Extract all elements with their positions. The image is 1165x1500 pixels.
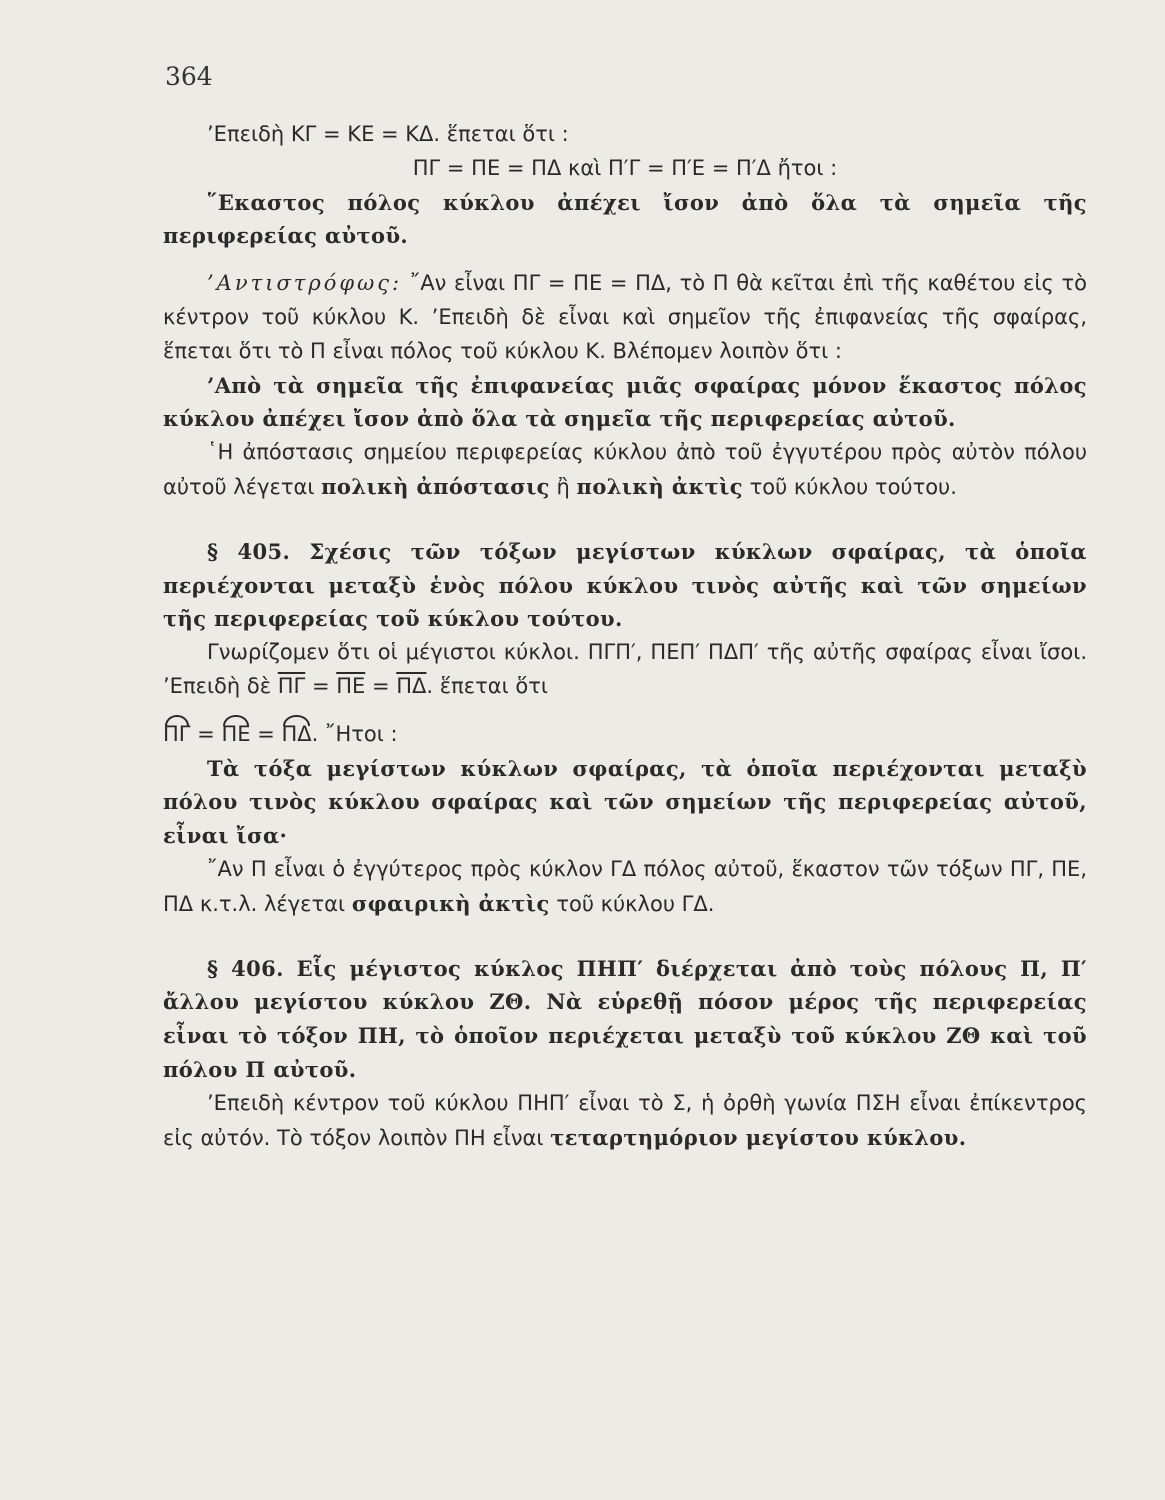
paragraph-text: . ἕπεται ὅτι: [426, 673, 548, 698]
paragraph-text: τοῦ κύκλου ΓΔ.: [549, 891, 715, 916]
arc-segment: ΠΔ: [281, 718, 311, 752]
paragraph: [163, 1087, 1087, 1156]
arc-segment: ΠΓ: [163, 718, 191, 752]
arc-equation-line: [163, 718, 1087, 752]
theorem-statement: ῞Εκαστος πόλος κύκλου ἀπέχει ἴσον ἀπὸ ὅλα τὰ σημεῖα τῆς περιφερείας αὐτοῦ.: [163, 189, 1087, 249]
paragraph: [163, 636, 1087, 704]
paragraph: ’Επειδὴ ΚΓ = ΚΕ = ΚΔ. ἕπεται ὅτι :: [207, 122, 569, 146]
theorem-statement: Τὰ τόξα μεγίστων κύκλων σφαίρας, τὰ ὁποῖα περιέχονται μεταξὺ πόλου τινὸς κύκλου σφαίρας καὶ τῶν σημείων τῆς περιφερείας αὐτοῦ, εἶναι ἴσα·: [163, 755, 1087, 849]
overlined-segment: $\overline{\Pi\Delta}$: [396, 673, 427, 698]
paragraph: [163, 853, 1087, 922]
paragraph-text: ’Επειδὴ κέντρον τοῦ κύκλου ΠΗΠ′ εἶναι τὸ Σ, ἡ ὀρθὴ γωνία ΠΣΗ εἶναι ἐπίκεντρος εἰς αὐτόν. Τὸ τόξον λοιπὸν ΠΗ εἶναι: [163, 1090, 1087, 1150]
paragraph-text: ῎Αν Π εἶναι ὁ ἐγγύτερος πρὸς κύκλον ΓΔ πόλος αὐτοῦ, ἕκαστον τῶν τόξων ΠΓ, ΠΕ, ΠΔ κ.τ.λ. λέγεται: [163, 856, 1087, 916]
equals-sign: =: [250, 721, 282, 746]
paragraph-text: . ῎Ητοι :: [311, 721, 398, 746]
bold-term: πολικὴ ἀπόστασις: [321, 473, 550, 499]
page-number: 364: [165, 62, 213, 91]
equals-sign: =: [190, 721, 222, 746]
paragraph-text: ῾Η ἀπόστασις σημείου περιφερείας κύκλου ἀπὸ τοῦ ἐγγυτέρου πρὸς αὐτὸν πόλου αὐτοῦ λέγεται: [163, 440, 1087, 499]
paragraph: [163, 267, 1087, 368]
bold-term: πολικὴ ἀκτὶς: [576, 473, 743, 499]
arc-segment: ΠΕ: [221, 718, 250, 752]
section-heading-405: § 405. Σχέσις τῶν τόξων μεγίστων κύκλων σφαίρας, τὰ ὁποῖα περιέχονται μεταξὺ ἑνὸς πόλου κύκλου τινὸς αὐτῆς καὶ τῶν σημείων τῆς περιφερείας τοῦ κύκλου τούτου.: [163, 538, 1087, 632]
equals-sign: =: [305, 673, 337, 698]
paragraph-text: ῎Αν εἶναι ΠΓ = ΠΕ = ΠΔ, τὸ Π θὰ κεῖται ἐπὶ τῆς καθέτου εἰς τὸ κέντρον τοῦ κύκλου Κ. ’Επειδὴ δὲ εἶναι καὶ σημεῖον τῆς ἐπιφανείας τῆς σφαίρας, ἕπεται ὅτι τὸ Π εἶναι πόλος τοῦ κύκλου Κ. Βλέπομεν λοιπὸν ὅτι :: [163, 271, 1087, 363]
equals-sign: =: [365, 673, 397, 698]
section-heading-406: § 406. Εἷς μέγιστος κύκλος ΠΗΠ′ διέρχεται ἀπὸ τοὺς πόλους Π, Π′ ἄλλου μεγίστου κύκλου ΖΘ. Νὰ εὑρεθῇ πόσον μέρος τῆς περιφερείας εἶναι τὸ τόξον ΠΗ, τὸ ὁποῖον περιέχεται μεταξὺ τοῦ κύκλου ΖΘ καὶ τοῦ πόλου Π αὐτοῦ.: [163, 955, 1087, 1082]
paragraph-text: Γνωρίζομεν ὅτι οἱ μέγιστοι κύκλοι. ΠΓΠ′, ΠΕΠ′ ΠΔΠ′ τῆς αὐτῆς σφαίρας εἶναι ἴσοι. ’Επειδὴ δὲ: [163, 640, 1087, 698]
overlined-segment: $\overline{\Pi E}$: [336, 673, 366, 698]
italic-lead: ’Αντιστρόφως:: [207, 271, 403, 296]
bold-term: σφαιρικὴ ἀκτὶς: [351, 890, 550, 916]
page-body: [163, 118, 1087, 1155]
equation-line: ΠΓ = ΠΕ = ΠΔ καὶ Π′Γ = Π′Ε = Π′Δ ἤτοι :: [412, 155, 838, 180]
theorem-statement: ’Απὸ τὰ σημεῖα τῆς ἐπιφανείας μιᾶς σφαίρας μόνον ἕκαστος πόλος κύκλου ἀπέχει ἴσον ἀπὸ ὅλα τὰ σημεῖα τῆς περιφερείας αὐτοῦ.: [163, 372, 1087, 432]
paragraph-text: τοῦ κύκλου τούτου.: [742, 474, 957, 499]
overlined-segment: $\overline{\Pi\Gamma}$: [277, 673, 306, 698]
bold-term: τεταρτημόριον μεγίστου κύκλου.: [550, 1124, 967, 1150]
paragraph-text: ἢ: [549, 474, 577, 499]
paragraph: [163, 436, 1087, 505]
